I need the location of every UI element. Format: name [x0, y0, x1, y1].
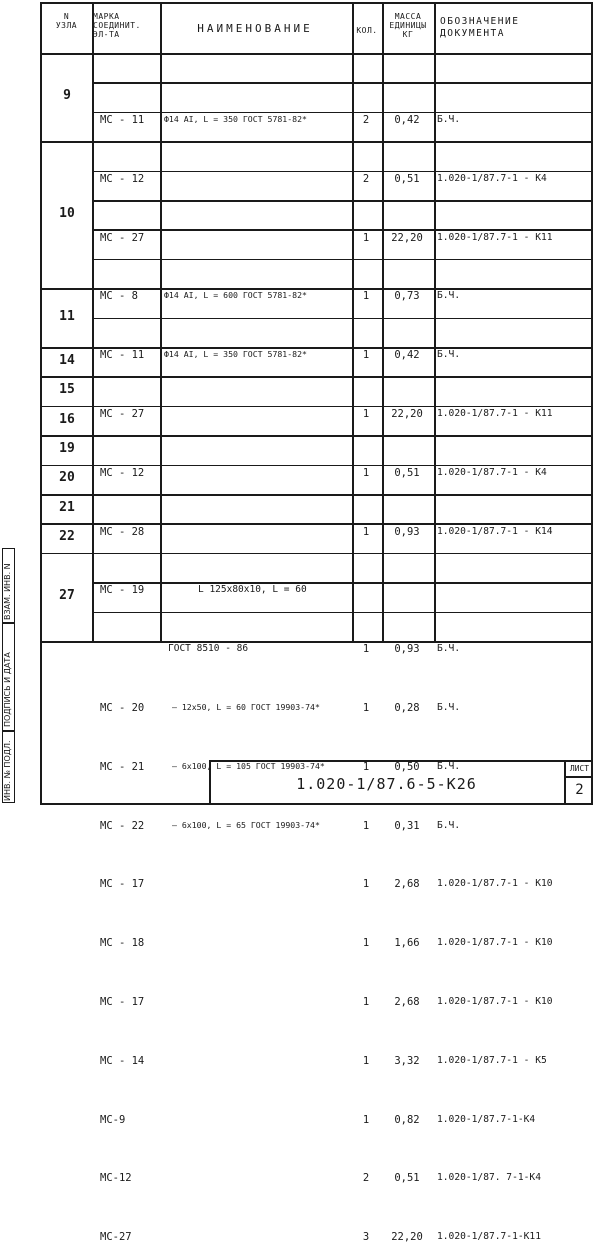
mass-cell: 3,32: [394, 1054, 420, 1067]
mark-cell: МС-12: [100, 1172, 132, 1185]
mass-cell: 0,51: [394, 172, 420, 185]
mass-cell: 22,20: [391, 231, 423, 244]
mass-cell: 0,42: [394, 349, 420, 362]
mass-cell: 22,20: [391, 1231, 423, 1243]
mass-cell: 0,73: [394, 290, 420, 303]
quantity-cell: 1: [362, 937, 370, 950]
document-cell: Б.Ч.: [437, 819, 461, 831]
document-cell: Б.Ч.: [437, 702, 461, 713]
quantity-cell: 1: [362, 996, 370, 1008]
document-cell: 1.020-1/87.7-1 - К11: [437, 231, 553, 243]
document-cell: 1.020-1/87.7-1 - К4: [437, 172, 547, 184]
mark-cell: МС - 27: [100, 231, 145, 244]
document-cell: 1.020-1/87.7-1 - К11: [437, 408, 553, 419]
replacement-inventory-label: ВЗАМ. ИНВ. N: [3, 563, 12, 620]
mass-cell: 0,42: [394, 114, 420, 126]
quantity-cell: 1: [362, 1113, 370, 1126]
document-cell: Б.Ч.: [437, 114, 461, 125]
mark-cell: МС - 17: [100, 996, 145, 1008]
mass-cell: 1,66: [394, 937, 420, 950]
quantity-cell: 1: [362, 1054, 370, 1067]
mass-cell: 2,68: [394, 996, 420, 1008]
mark-cell: МС - 11: [100, 114, 145, 126]
document-cell: 1.020-1/87. 7-1-К4: [437, 1172, 541, 1184]
document-cell: 1.020-1/87.7-1 - К5: [437, 1054, 547, 1066]
node-number: 11: [59, 308, 75, 324]
signature-date-label: ПОДПИСЬ И ДАТА: [3, 652, 12, 727]
node-number: 10: [59, 205, 75, 221]
document-cell: Б.Ч.: [437, 643, 461, 655]
title-block: [209, 760, 564, 805]
quantity-cell: 2: [362, 172, 370, 185]
document-cell: 1.020-1/87.7-1-К4: [437, 1113, 536, 1125]
mass-cell: 22,20: [391, 408, 423, 420]
quantity-cell: 1: [362, 349, 370, 362]
header-node-number: N УЗЛА: [55, 12, 78, 30]
document-cell: 1.020-1/87.7-1 - К10: [437, 878, 553, 890]
mass-cell: 0,82: [394, 1113, 420, 1126]
mass-cell: 0,50: [394, 760, 420, 773]
document-cell: Б.Ч.: [437, 760, 461, 772]
quantity-cell: 1: [362, 643, 370, 656]
document-code: 1.020-1/87.6-5-К26: [296, 775, 477, 793]
node-number: 14: [59, 352, 75, 368]
node-number: 27: [59, 587, 75, 603]
header-mass: МАССА ЕДИНИЦЫ КГ: [389, 12, 427, 39]
document-cell: Б.Ч.: [437, 290, 461, 302]
node-number: 15: [59, 382, 75, 398]
name-cell: Ф14 АI, L = 350 ГОСТ 5781-82*: [164, 349, 307, 360]
mark-cell: МС - 12: [100, 172, 145, 185]
node-number: 9: [63, 88, 71, 104]
sheet-box: [564, 760, 593, 805]
mark-cell: МС - 8: [100, 290, 138, 303]
mark-cell: МС - 27: [100, 408, 145, 420]
mark-cell: МС - 28: [100, 525, 145, 538]
mark-cell: МС - 17: [100, 878, 145, 891]
quantity-cell: 1: [362, 231, 370, 244]
document-cell: 1.020-1/87.7-1 - К10: [437, 996, 553, 1007]
quantity-cell: 2: [362, 1172, 370, 1185]
quantity-cell: 1: [362, 878, 370, 891]
header-document: ОБОЗНАЧЕНИЕ ДОКУМЕНТА: [440, 16, 520, 39]
mark-cell: МС - 11: [100, 349, 145, 362]
mass-cell: 0,31: [394, 819, 420, 832]
name-cell: — 6х100, L = 105 ГОСТ 19903-74*: [172, 760, 325, 771]
quantity-cell: 1: [362, 525, 370, 538]
quantity-cell: 1: [362, 408, 370, 420]
mass-cell: 0,93: [394, 525, 420, 538]
mark-cell: МС - 12: [100, 466, 145, 479]
original-inventory-label: ИНВ. № ПОДЛ.: [3, 740, 12, 801]
quantity-cell: 1: [362, 702, 370, 714]
sheet-number: 2: [575, 782, 584, 798]
name-cell: Ф14 АI, L = 600 ГОСТ 5781-82*: [164, 290, 307, 301]
quantity-cell: 1: [362, 819, 370, 832]
node-number: 20: [59, 470, 75, 486]
name-cell: ГОСТ 8510 - 86: [168, 643, 249, 655]
document-cell: 1.020-1/87.7-1 - К4: [437, 466, 547, 478]
quantity-cell: 1: [362, 760, 370, 773]
header-mark: МАРКА СОЕДИНИТ. ЭЛ-ТА: [93, 12, 141, 39]
mass-cell: 2,68: [394, 878, 420, 891]
node-number: 22: [59, 529, 75, 545]
document-cell: 1.020-1/87.7-1 - К14: [437, 525, 553, 537]
table-row: [0, 53, 599, 126]
mark-cell: МС - 22: [100, 819, 145, 832]
quantity-cell: 1: [362, 466, 370, 479]
node-number: 21: [59, 499, 75, 515]
header-name: НАИМЕНОВАНИЕ: [197, 22, 313, 35]
node-number: 16: [59, 411, 75, 427]
quantity-cell: 2: [362, 114, 370, 126]
name-cell: L 125х80х10, L = 60: [198, 584, 307, 596]
mark-cell: МС - 14: [100, 1054, 145, 1067]
mark-cell: МС-9: [100, 1113, 126, 1126]
mark-cell: МС-27: [100, 1231, 132, 1243]
document-cell: 1.020-1/87.7-1-К11: [437, 1231, 541, 1243]
node-number: 19: [59, 440, 75, 456]
sheet-divider: [566, 776, 593, 778]
mark-cell: МС - 19: [100, 584, 145, 597]
mass-cell: 0,51: [394, 466, 420, 479]
mass-cell: 0,28: [394, 702, 420, 714]
name-cell: — 6х100, L = 65 ГОСТ 19903-74*: [172, 819, 320, 830]
document-cell: Б.Ч.: [437, 349, 461, 361]
name-cell: Ф14 АI, L = 350 ГОСТ 5781-82*: [164, 114, 307, 124]
document-cell: 1.020-1/87.7-1 - К10: [437, 937, 553, 949]
mass-cell: 0,51: [394, 1172, 420, 1185]
sheet-label: ЛИСТ: [569, 764, 590, 773]
header-quantity: КОЛ.: [356, 26, 378, 35]
side-stamp-cell: [2, 731, 15, 803]
mass-cell: 0,93: [394, 643, 420, 656]
quantity-cell: 1: [362, 290, 370, 303]
quantity-cell: 3: [362, 1231, 370, 1243]
mark-cell: МС - 21: [100, 760, 145, 773]
name-cell: — 12х50, L = 60 ГОСТ 19903-74*: [172, 702, 320, 712]
mark-cell: МС - 18: [100, 937, 145, 950]
mark-cell: МС - 20: [100, 702, 145, 714]
